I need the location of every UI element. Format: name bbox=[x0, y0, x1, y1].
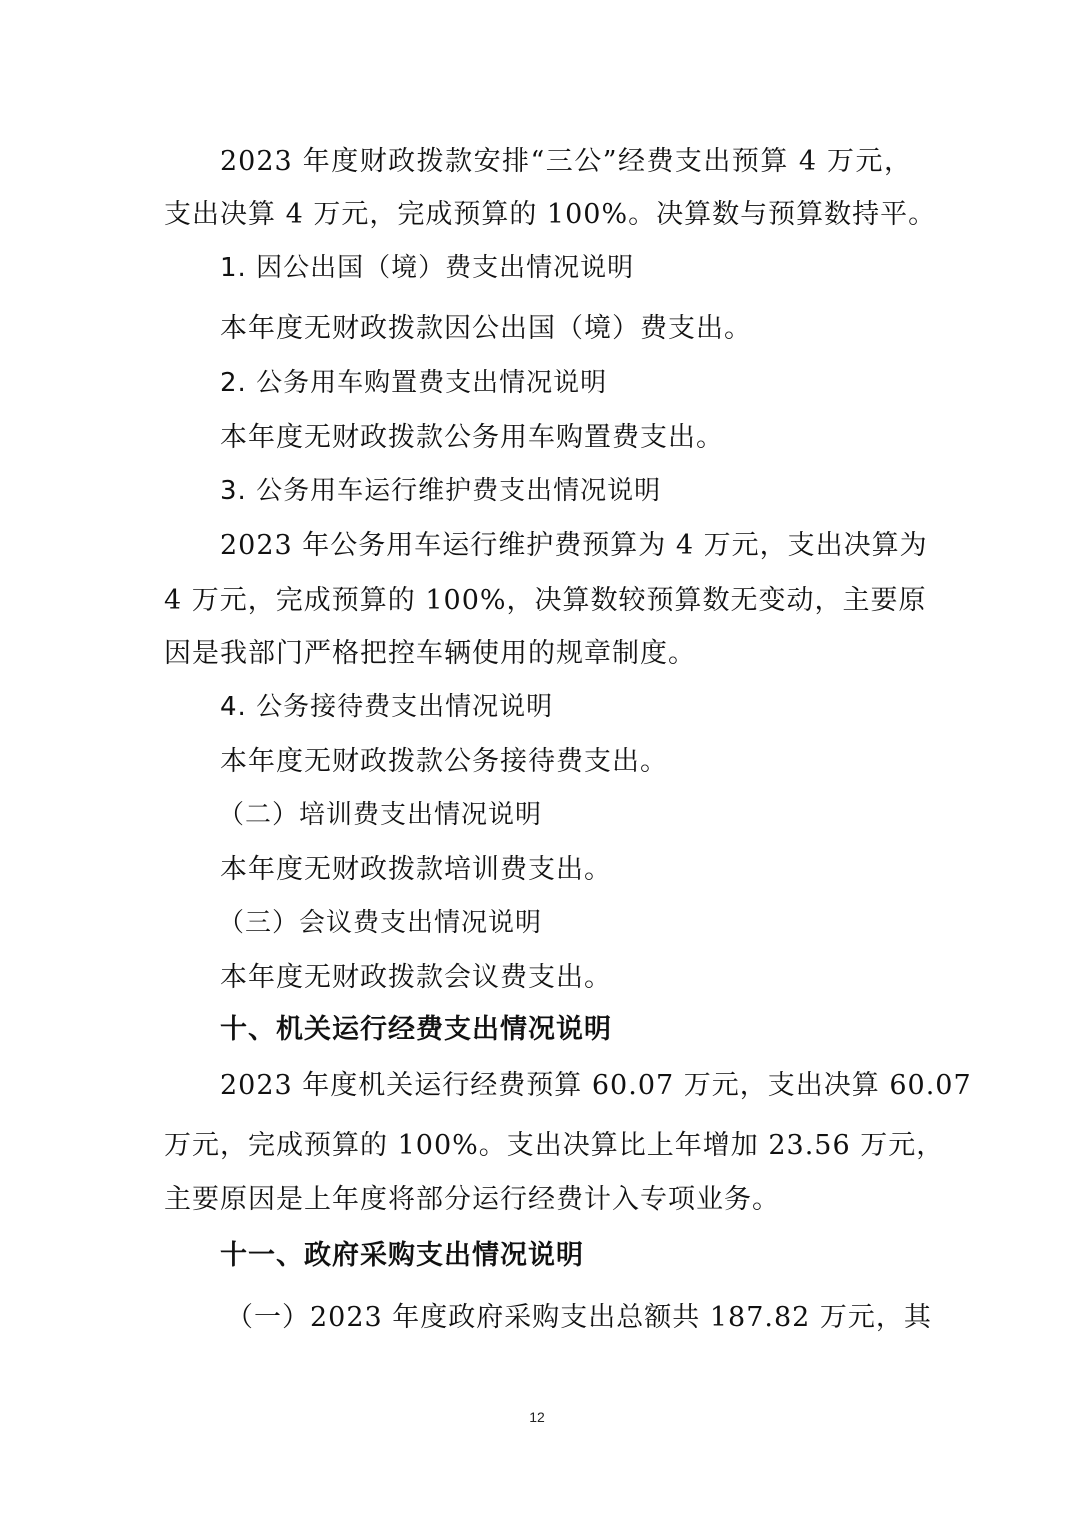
paragraph-procurement-1: （一）2023 年度政府采购支出总额共 187.82 万元，其 bbox=[226, 1302, 932, 1333]
subheading-overseas-travel: 1. 因公出国（境）费支出情况说明 bbox=[220, 253, 635, 283]
page-number: 12 bbox=[529, 1409, 545, 1425]
paragraph-meeting: 本年度无财政拨款会议费支出。 bbox=[220, 962, 612, 993]
paragraph-vehicle-operation-1: 2023 年公务用车运行维护费预算为 4 万元，支出决算为 bbox=[220, 530, 928, 561]
paragraph-operating-expenses-3: 主要原因是上年度将部分运行经费计入专项业务。 bbox=[164, 1184, 780, 1215]
paragraph-vehicle-operation-2: 4 万元，完成预算的 100%，决算数较预算数无变动，主要原 bbox=[164, 585, 927, 616]
paragraph-operating-expenses-2: 万元，完成预算的 100%。支出决算比上年增加 23.56 万元， bbox=[164, 1130, 945, 1161]
paragraph-reception: 本年度无财政拨款公务接待费支出。 bbox=[220, 746, 668, 777]
subheading-reception: 4. 公务接待费支出情况说明 bbox=[220, 692, 554, 722]
subheading-training: （二）培训费支出情况说明 bbox=[218, 800, 543, 830]
paragraph-operating-expenses-1: 2023 年度机关运行经费预算 60.07 万元，支出决算 60.07 bbox=[220, 1070, 972, 1101]
section-heading-procurement: 十一、政府采购支出情况说明 bbox=[220, 1240, 584, 1271]
subheading-vehicle-purchase: 2. 公务用车购置费支出情况说明 bbox=[220, 368, 608, 398]
paragraph-line-1: 2023 年度财政拨款安排“三公”经费支出预算 4 万元， bbox=[220, 146, 912, 177]
paragraph-line-2: 支出决算 4 万元，完成预算的 100%。决算数与预算数持平。 bbox=[164, 199, 937, 230]
paragraph-vehicle-purchase: 本年度无财政拨款公务用车购置费支出。 bbox=[220, 422, 724, 453]
paragraph-training: 本年度无财政拨款培训费支出。 bbox=[220, 854, 612, 885]
paragraph-overseas-travel: 本年度无财政拨款因公出国（境）费支出。 bbox=[220, 313, 752, 344]
section-heading-operating-expenses: 十、机关运行经费支出情况说明 bbox=[220, 1014, 612, 1045]
paragraph-vehicle-operation-3: 因是我部门严格把控车辆使用的规章制度。 bbox=[164, 638, 696, 669]
subheading-vehicle-operation: 3. 公务用车运行维护费支出情况说明 bbox=[220, 476, 662, 506]
subheading-meeting: （三）会议费支出情况说明 bbox=[218, 908, 543, 938]
